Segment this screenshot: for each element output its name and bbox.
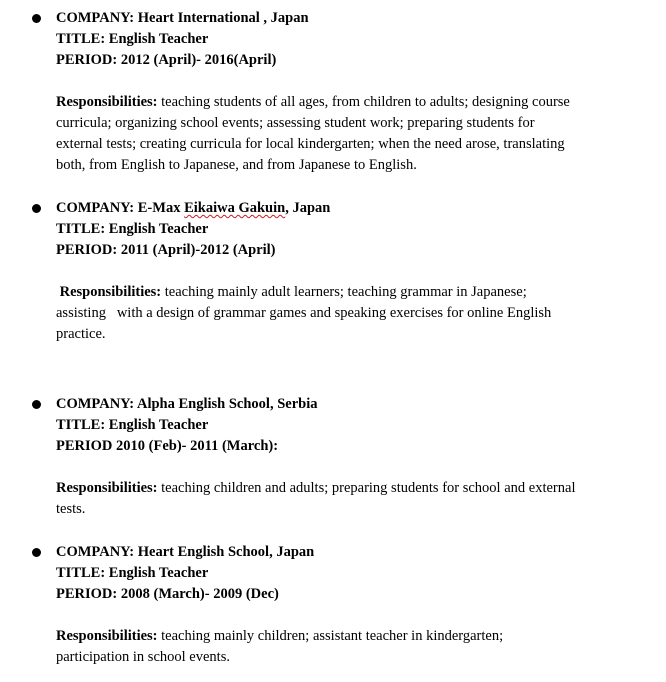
bullet-icon	[32, 548, 41, 557]
responsibilities-text: tests.	[56, 501, 86, 517]
job-title: English Teacher	[108, 221, 209, 237]
job-title: English Teacher	[108, 565, 209, 581]
title-line: TITLE: English Teacher	[56, 417, 209, 433]
company-name: Alpha English School, Serbia	[136, 396, 318, 412]
period-line: PERIOD: 2008 (March)- 2009 (Dec)	[56, 586, 279, 602]
responsibilities-text: curricula; organizing school events; assessing student work; preparing students for	[56, 115, 535, 131]
responsibilities-text: practice.	[56, 326, 106, 342]
responsibilities-text: both, from English to Japanese, and from Japanese to English.	[56, 157, 417, 173]
responsibilities-text: external tests; creating curricula for local kindergarten; when the need arose, translating	[56, 136, 565, 152]
job-header	[56, 8, 309, 71]
period-line: PERIOD 2010 (Feb)- 2011 (March):	[56, 438, 279, 454]
company-name: E-Max Eikaiwa Gakuin, Japan	[137, 200, 331, 216]
company-line: COMPANY: Heart International , Japan	[56, 10, 309, 26]
job-title: English Teacher	[108, 31, 209, 47]
responsibilities	[56, 478, 636, 520]
company-line: COMPANY: Alpha English School, Serbia	[56, 396, 318, 412]
job-header	[56, 198, 330, 261]
company-line: COMPANY: Heart English School, Japan	[56, 544, 315, 560]
job-period: 2011 (April)-2012 (April)	[120, 242, 276, 258]
company-name: Heart English School, Japan	[137, 544, 315, 560]
title-line: TITLE: English Teacher	[56, 31, 209, 47]
period-line: PERIOD: 2012 (April)- 2016(April)	[56, 52, 277, 68]
responsibilities-label: Responsibilities:	[56, 94, 158, 110]
responsibilities-label: Responsibilities:	[59, 284, 162, 300]
title-line: TITLE: English Teacher	[56, 221, 209, 237]
responsibilities-text: assisting with a design of grammar games and speaking exercises for online English	[56, 305, 552, 321]
job-title: English Teacher	[108, 417, 209, 433]
bullet-icon	[32, 400, 41, 409]
title-line: TITLE: English Teacher	[56, 565, 209, 581]
bullet-icon	[32, 14, 41, 23]
bullet-icon	[32, 204, 41, 213]
responsibilities-text: teaching mainly adult learners; teaching grammar in Japanese;	[164, 284, 527, 300]
responsibilities-text: participation in school events.	[56, 649, 230, 665]
responsibilities-label: Responsibilities:	[56, 628, 158, 644]
company-name: Heart International , Japan	[137, 10, 309, 26]
job-header	[56, 542, 314, 605]
job-header	[56, 394, 317, 457]
responsibilities-text: teaching children and adults; preparing students for school and external	[161, 480, 576, 496]
responsibilities	[56, 626, 636, 668]
responsibilities-text: teaching mainly children; assistant teacher in kindergarten;	[161, 628, 504, 644]
responsibilities	[56, 282, 636, 345]
job-period: 2010 (Feb)- 2011 (March):	[116, 438, 279, 454]
responsibilities	[56, 92, 636, 176]
job-period: 2008 (March)- 2009 (Dec)	[120, 586, 279, 602]
responsibilities-label: Responsibilities:	[56, 480, 158, 496]
company-line: COMPANY: E-Max Eikaiwa Gakuin, Japan	[56, 200, 331, 216]
job-period: 2012 (April)- 2016(April)	[120, 52, 277, 68]
spellcheck-flagged-text: Eikaiwa Gakuin	[184, 200, 286, 216]
period-line: PERIOD: 2011 (April)-2012 (April)	[56, 242, 276, 258]
responsibilities-text: teaching students of all ages, from children to adults; designing course	[161, 94, 570, 110]
